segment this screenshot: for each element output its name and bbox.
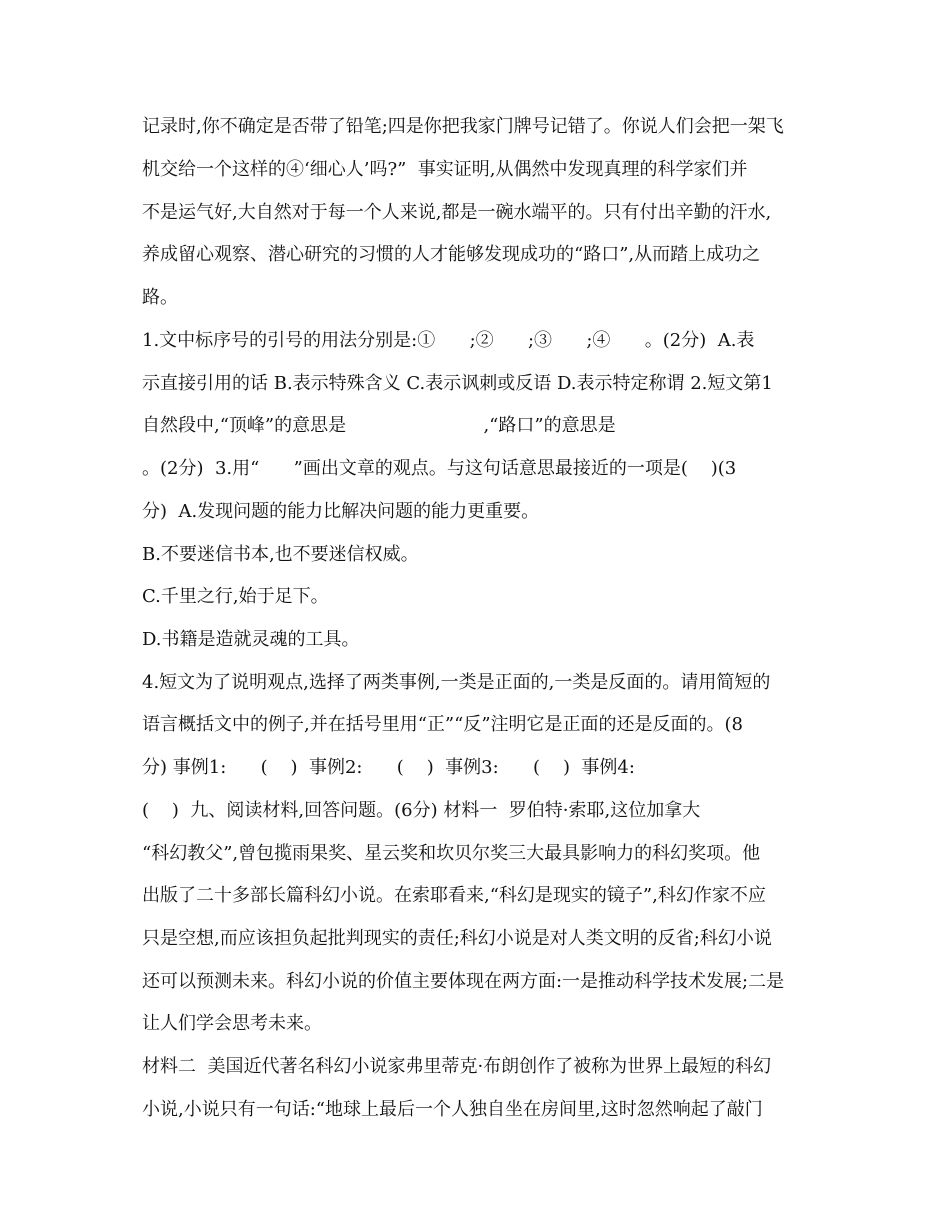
material-two-line: 材料二 美国近代著名科幻小说家弗里蒂克·布朗创作了被称为世界上最短的科幻	[142, 1056, 772, 1077]
material-one-line: “科幻教父”,曾包揽雨果奖、星云奖和坎贝尔奖三大最具影响力的科幻奖项。他	[142, 843, 761, 864]
option-b: B.不要迷信书本,也不要迷信权威。	[142, 544, 419, 565]
option-c: C.千里之行,始于足下。	[142, 586, 329, 607]
section-nine-line: ( ) 九、阅读材料,回答问题。(6分) 材料一 罗伯特·索耶,这位加拿大	[142, 800, 701, 821]
question-3-line: 。(2分) 3.用“ ”画出文章的观点。与这句话意思最接近的一项是( )(3	[142, 458, 737, 479]
text-line: 养成留心观察、潜心研究的习惯的人才能够发现成功的“路口”,从而踏上成功之	[142, 244, 761, 265]
text-line: 小说,小说只有一句话:“地球上最后一个人独自坐在房间里,这时忽然响起了敲门	[142, 1099, 763, 1120]
examples-line: 分) 事例1: ( ) 事例2: ( ) 事例3: ( ) 事例4:	[142, 757, 635, 778]
text-line: 路。	[142, 287, 178, 308]
question-2-line: 自然段中,“顶峰”的意思是 ,“路口”的意思是	[142, 415, 616, 436]
text-line: 还可以预测未来。科幻小说的价值主要体现在两方面:一是推动科学技术发展;二是	[142, 971, 785, 992]
text-line: 只是空想,而应该担负起批判现实的责任;科幻小说是对人类文明的反省;科幻小说	[142, 928, 772, 949]
text-line: 机交给一个这样的④‘细心人’吗?” 事实证明,从偶然中发现真理的科学家们并	[142, 159, 748, 180]
text-line: 不是运气好,大自然对于每一个人来说,都是一碗水端平的。只有付出辛勤的汗水,	[142, 202, 772, 223]
option-d: D.书籍是造就灵魂的工具。	[142, 629, 360, 650]
text-line: 语言概括文中的例子,并在括号里用“正”“反”注明它是正面的还是反面的。(8	[142, 714, 744, 735]
text-line: 出版了二十多部长篇科幻小说。在索耶看来,“科幻是现实的镜子”,科幻作家不应	[142, 885, 766, 906]
question-1-line: 1.文中标序号的引号的用法分别是:① ;② ;③ ;④ 。(2分) A.表	[142, 330, 755, 351]
text-line: 示直接引用的话 B.表示特殊含义 C.表示讽刺或反语 D.表示特定称谓 2.短文第1	[142, 373, 773, 394]
option-a: 分) A.发现问题的能力比解决问题的能力更重要。	[142, 501, 540, 522]
text-line: 让人们学会思考未来。	[142, 1013, 322, 1034]
question-4-line: 4.短文为了说明观点,选择了两类事例,一类是正面的,一类是反面的。请用简短的	[142, 672, 771, 693]
text-line: 记录时,你不确定是否带了铅笔;四是你把我家门牌号记错了。你说人们会把一架飞	[142, 116, 784, 137]
